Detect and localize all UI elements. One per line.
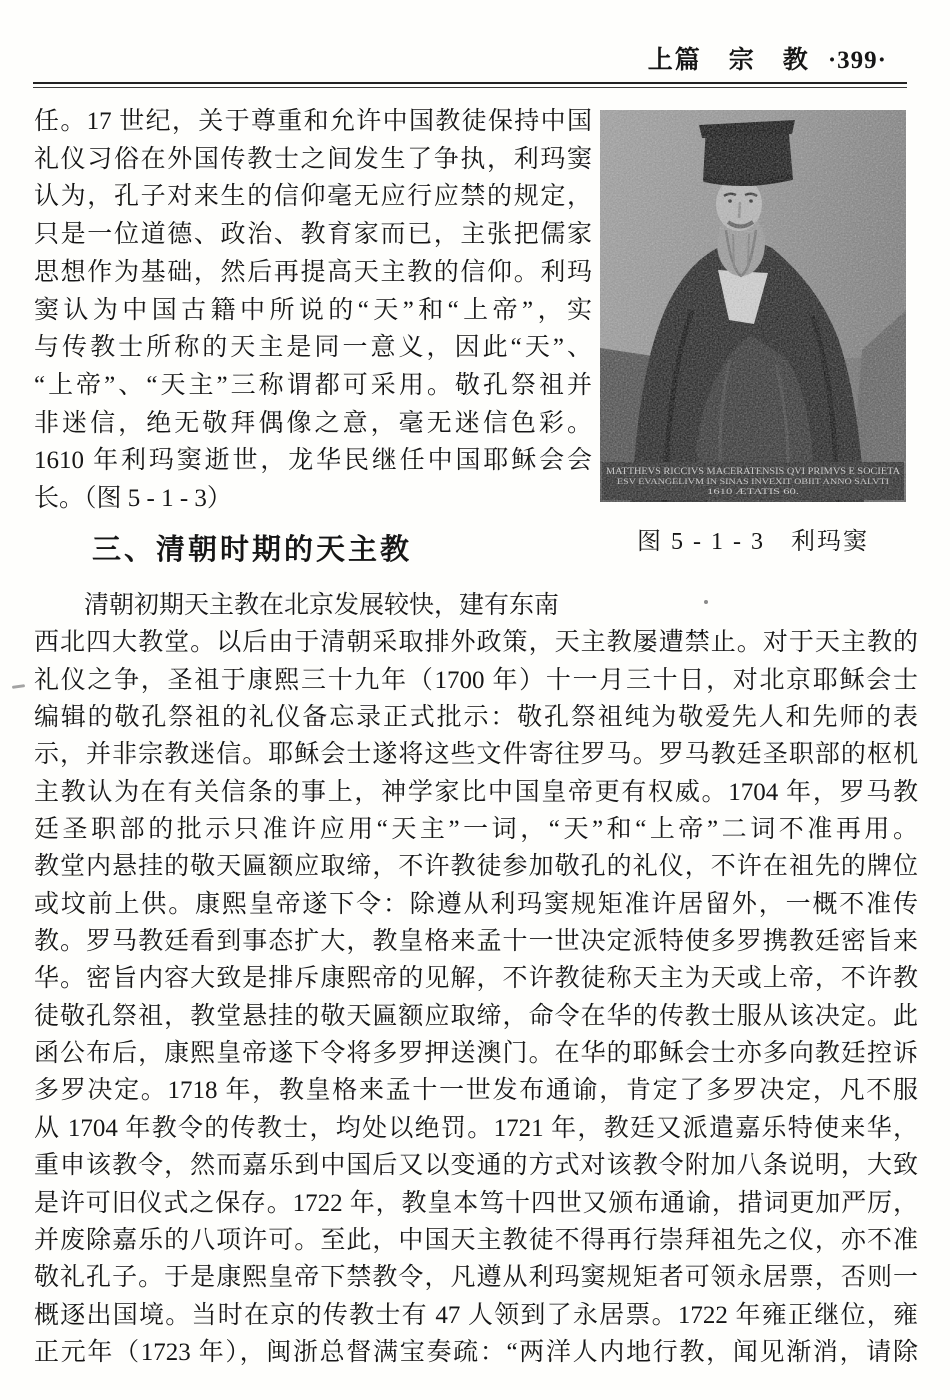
figure-caption: 图 5 - 1 - 3 利玛窦: [637, 529, 869, 555]
text-line: 与传教士所称的天主是同一意义，因此“天”、: [34, 334, 592, 362]
text-line: 廷圣职部的批示只准许应用“天主”一词，“天”和“上帝”二词不准再用。: [34, 816, 918, 844]
text-line: 主教认为在有关信条的事上，神学家比中国皇帝更有权威。1704 年，罗马教: [34, 778, 918, 806]
text-line: 只是一位道德、政治、教育家而已，主张把儒家: [34, 221, 592, 249]
text-line: 徒敬孔祭祖，教堂悬挂的敬天匾额应取缔，命令在华的传教士服从该决定。此: [34, 1002, 918, 1030]
text-line: 示，并非宗教迷信。耶稣会士遂将这些文件寄往罗马。罗马教廷圣职部的枢机: [34, 741, 918, 769]
ricci-portrait: [600, 110, 906, 502]
intro-paragraph: [34, 103, 592, 518]
text-line: 教堂内悬挂的敬天匾额应取缔，不许教徒参加敬孔的礼仪，不许在祖先的牌位: [34, 853, 918, 881]
text-line: 并废除嘉乐的八项许可。至此，中国天主教徒不得再行崇拜祖先之仪，亦不准: [34, 1226, 918, 1254]
text-line: “上帝”、“天主”三称谓都可采用。敬孔祭祖并: [34, 371, 592, 399]
text-line: 礼仪之争，圣祖于康熙三十九年（1700 年）十一月三十日，对北京耶稣会士: [34, 666, 918, 694]
text-line: 礼仪习俗在外国传教士之间发生了争执，利玛窦: [34, 145, 592, 173]
text-line: 正元年（1723 年），闽浙总督满宝奏疏：“两洋人内地行教，闻见渐消，请除: [34, 1338, 918, 1366]
text-line: 1610 年利玛窦逝世，龙华民继任中国耶稣会会: [34, 447, 592, 475]
body-paragraph: [34, 587, 918, 1371]
text-line: 是许可旧仪式之保存。1722 年，教皇本笃十四世又颁布通谕，措词更加严厉，: [34, 1189, 918, 1217]
text-line: 或坟前上供。康熙皇帝遂下令：除遵从利玛窦规矩准许居留外，一概不准传: [34, 890, 918, 918]
text-line: 华。密旨内容大致是排斥康熙帝的见解，不许教徒称天主为天或上帝，不许教: [34, 965, 918, 993]
header-rule: [33, 82, 907, 88]
running-head-section: 上篇 宗 教: [647, 47, 810, 74]
text-line: 西北四大教堂。以后由于清朝采取排外政策，天主教屡遭禁止。对于天主教的: [34, 629, 918, 657]
text-line: 从 1704 年教令的传教士，均处以绝罚。1721 年，教廷又派遣嘉乐特使来华，: [34, 1114, 918, 1142]
text-line: 长。（图 5 - 1 - 3）: [34, 485, 232, 513]
text-line: 思想作为基础，然后再提高天主教的信仰。利玛: [34, 258, 592, 286]
margin-dash-artifact: [12, 684, 25, 689]
ink-speck-artifact: [704, 600, 708, 604]
scan-grain-overlay: [600, 110, 906, 502]
text-line: 任。17 世纪，关于尊重和允许中国教徒保持中国: [34, 108, 592, 135]
text-line: 非迷信，绝无敬拜偶像之意，毫无迷信色彩。: [34, 409, 592, 437]
text-line: 概逐出国境。当时在京的传教士有 47 人领到了永居票。1722 年雍正继位，雍: [34, 1301, 918, 1329]
text-line: 教。罗马教廷看到事态扩大，教皇格来孟十一世决定派特使多罗携教廷密旨来: [34, 928, 918, 956]
page-number: ·399·: [827, 47, 887, 74]
text-line: 敬礼孔子。于是康熙皇帝下禁教令，凡遵从利玛窦规矩者可领永居票，否则一: [34, 1264, 918, 1292]
text-line: 函公布后，康熙皇帝遂下令将多罗押送澳门。在华的耶稣会士亦多向教廷控诉: [34, 1040, 918, 1068]
text-line: 认为，孔子对来生的信仰毫无应行应禁的规定，: [34, 183, 592, 211]
text-line: 编辑的敬孔祭祖的礼仪备忘录正式批示：敬孔祭祖纯为敬爱先人和先师的表: [34, 704, 918, 732]
running-head: [648, 40, 887, 76]
figure-ricci: [600, 110, 906, 502]
text-line: 窦认为中国古籍中所说的“天”和“上帝”，实: [34, 296, 592, 324]
text-line: 重申该教令，然而嘉乐到中国后又以变通的方式对该教令附加八条说明，大致: [34, 1152, 918, 1180]
text-line: 多罗决定。1718 年，教皇格来孟十一世发布通谕，肯定了多罗决定，凡不服: [34, 1077, 918, 1105]
section-heading: 三、清朝时期的天主教: [92, 534, 413, 566]
text-line: 清朝初期天主教在北京发展较快，建有东南: [34, 592, 560, 619]
